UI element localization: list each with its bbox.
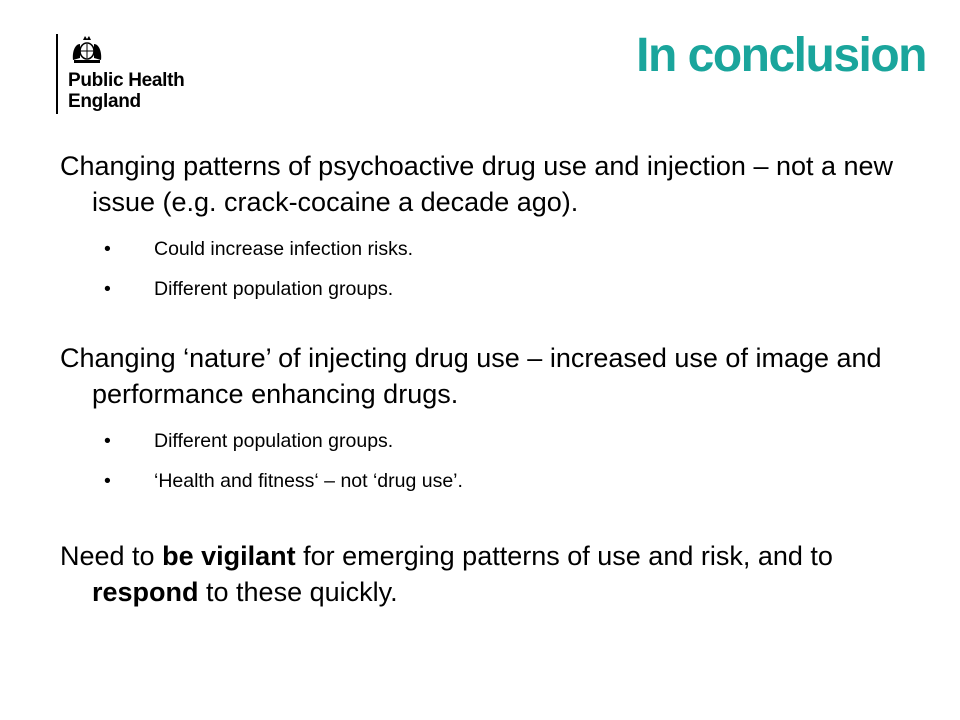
emphasis-respond: respond bbox=[92, 577, 199, 607]
section-3-part-1: Need to bbox=[60, 541, 163, 571]
bullet-text: Could increase infection risks. bbox=[154, 238, 414, 260]
list-item bbox=[60, 430, 920, 452]
logo-divider bbox=[56, 34, 58, 114]
bullet-glyph: • bbox=[104, 278, 111, 300]
org-name bbox=[68, 70, 184, 112]
list-item bbox=[60, 238, 920, 260]
section-2-text: Changing ‘nature’ of injecting drug use – increased use of image and performance enhancing drugs. bbox=[60, 343, 882, 409]
list-item bbox=[60, 470, 920, 492]
emphasis-vigilant: be vigilant bbox=[162, 541, 296, 571]
section-1-text: Changing patterns of psychoactive drug use and injection – not a new issue (e.g. crack-cocaine a decade ago). bbox=[60, 151, 894, 217]
slide-title: In conclusion bbox=[636, 29, 926, 82]
org-name-line1: Public Health bbox=[68, 70, 185, 91]
bullet-glyph: • bbox=[104, 238, 111, 260]
bullet-text: Different population groups. bbox=[154, 430, 394, 452]
section-3-text bbox=[60, 538, 920, 610]
section-2-bullets bbox=[60, 430, 920, 492]
slide-body bbox=[60, 148, 920, 610]
section-1-bullets bbox=[60, 238, 920, 300]
bullet-glyph: • bbox=[104, 430, 111, 452]
list-item bbox=[60, 278, 920, 300]
org-name-line2: England bbox=[68, 91, 141, 112]
bullet-glyph: • bbox=[104, 470, 111, 492]
section-3-part-5: to these quickly. bbox=[198, 577, 398, 607]
bullet-text: Different population groups. bbox=[154, 278, 394, 300]
phe-logo bbox=[56, 34, 216, 116]
bullet-text: ‘Health and fitness‘ – not ‘drug use’. bbox=[154, 470, 463, 492]
royal-crest-icon bbox=[70, 34, 104, 64]
section-3-part-3: for emerging patterns of use and risk, and to bbox=[295, 541, 833, 571]
